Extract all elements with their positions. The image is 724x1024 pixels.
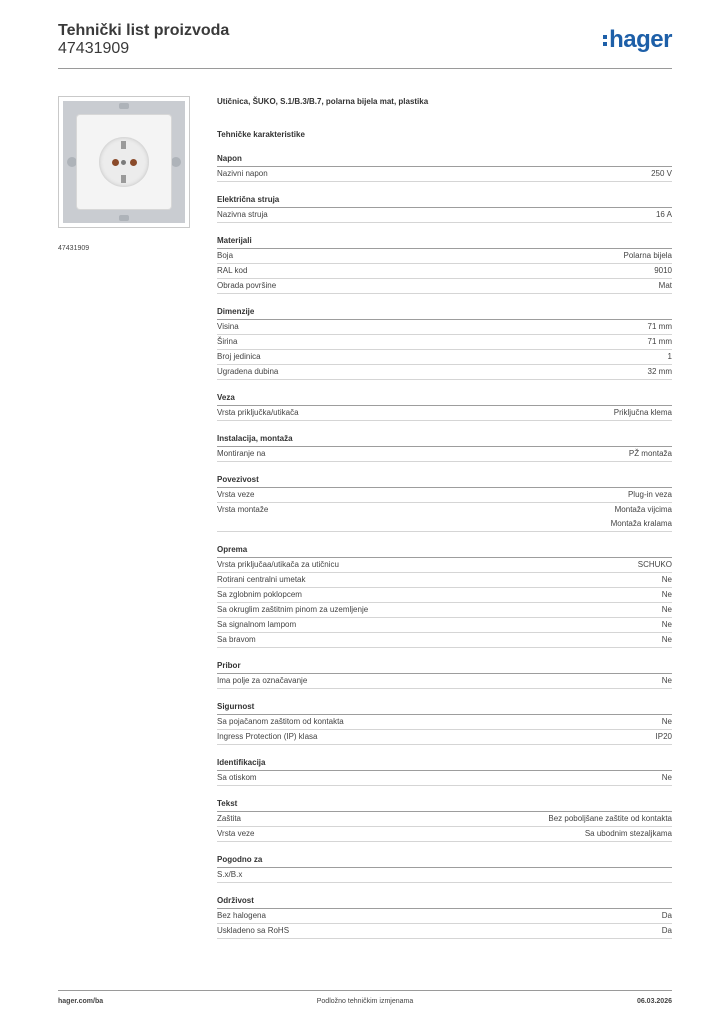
- spec-section: [217, 307, 672, 380]
- spec-value: [548, 812, 672, 826]
- spec-row: [217, 447, 672, 462]
- spec-section: [217, 475, 672, 532]
- earth-contact-icon: [121, 141, 126, 149]
- spec-value: [662, 618, 672, 632]
- spec-label: Visina: [217, 322, 239, 331]
- spec-row: [217, 279, 672, 294]
- spec-label: Sa signalnom lampom: [217, 620, 297, 629]
- spec-label: Nazivni napon: [217, 169, 268, 178]
- spec-value-line: SCHUKO: [637, 560, 672, 569]
- spec-value: [585, 827, 672, 841]
- spec-label: S.x/B.x: [217, 870, 243, 879]
- spec-row: [217, 827, 672, 842]
- hager-logo: [603, 26, 672, 54]
- spec-label: Vrsta veze: [217, 490, 255, 499]
- image-caption: 47431909: [58, 245, 90, 252]
- spec-value-line: 71 mm: [647, 322, 672, 331]
- spec-row: [217, 924, 672, 939]
- spec-row: [217, 264, 672, 279]
- spec-row: [217, 167, 672, 182]
- spec-row: [217, 909, 672, 924]
- spec-label: Broj jedinica: [217, 352, 261, 361]
- spec-row: [217, 350, 672, 365]
- spec-label: Nazivna struja: [217, 210, 268, 219]
- spec-value-line: Montaža vijcima: [614, 505, 672, 514]
- spec-row: [217, 335, 672, 350]
- spec-value: [654, 264, 672, 278]
- spec-row: [217, 812, 672, 827]
- spec-value: [629, 447, 672, 461]
- spec-section: [217, 393, 672, 421]
- logo-wordmark: hager: [609, 26, 672, 53]
- document-title: Tehnički list proizvoda: [58, 22, 230, 39]
- spec-value: [662, 573, 672, 587]
- section-title: Električna struja: [217, 195, 672, 208]
- spec-row: [217, 208, 672, 223]
- spec-row: [217, 674, 672, 689]
- spec-value: [668, 350, 672, 364]
- spec-value: [624, 249, 672, 263]
- spec-value-line: Mat: [658, 281, 672, 290]
- spec-section: [217, 154, 672, 182]
- spec-value: [651, 167, 672, 181]
- section-title: Održivost: [217, 896, 672, 909]
- spec-value: [638, 558, 672, 572]
- page-footer: [58, 998, 672, 1008]
- section-title: Tekst: [217, 799, 672, 812]
- spec-section: [217, 702, 672, 745]
- schuko-socket-icon: [99, 137, 149, 187]
- spec-value-line: Sa ubodnim stezaljkama: [584, 829, 672, 838]
- spec-row: [217, 573, 672, 588]
- logo-dots-icon: [603, 35, 607, 46]
- spec-row: [217, 588, 672, 603]
- spec-content: [217, 97, 672, 952]
- spec-value-line: Ne: [661, 590, 672, 599]
- section-title: Materijali: [217, 236, 672, 249]
- spec-row: [217, 715, 672, 730]
- spec-row: [217, 618, 672, 633]
- section-title: Pogodno za: [217, 855, 672, 868]
- spec-row: [217, 406, 672, 421]
- spec-value-line: 16 A: [655, 210, 672, 219]
- spec-value-line: Ne: [661, 620, 672, 629]
- section-title: Dimenzije: [217, 307, 672, 320]
- characteristics-heading: Tehničke karakteristike: [217, 130, 305, 139]
- socket-frame: [63, 101, 185, 223]
- spec-label: Vrsta priključka/utikača: [217, 408, 299, 417]
- spec-section: [217, 799, 672, 842]
- spec-value-line: 71 mm: [647, 337, 672, 346]
- spec-label: Ingress Protection (IP) klasa: [217, 732, 318, 741]
- product-number: 47431909: [58, 40, 130, 57]
- section-title: Pribor: [217, 661, 672, 674]
- frame-clip-icon: [119, 215, 129, 221]
- header-divider: [58, 68, 672, 69]
- spec-section: [217, 236, 672, 294]
- spec-section: [217, 661, 672, 689]
- spec-row: [217, 868, 672, 883]
- spec-value: [628, 488, 672, 502]
- section-title: Oprema: [217, 545, 672, 558]
- section-title: Veza: [217, 393, 672, 406]
- spec-row: [217, 603, 672, 618]
- spec-row: [217, 730, 672, 745]
- socket-pin-hole-icon: [130, 159, 137, 166]
- spec-value: [662, 633, 672, 647]
- spec-value: [662, 771, 672, 785]
- spec-label: Uskladeno sa RoHS: [217, 926, 290, 935]
- spec-label: Zaštita: [217, 814, 242, 823]
- spec-row: [217, 320, 672, 335]
- spec-label: Obrada površine: [217, 281, 277, 290]
- spec-label: Boja: [217, 251, 234, 260]
- spec-label: Bez halogena: [217, 911, 266, 920]
- section-title: Instalacija, montaža: [217, 434, 672, 447]
- spec-value-line: Ne: [661, 635, 672, 644]
- footer-divider: [58, 990, 672, 991]
- spec-value: [648, 335, 672, 349]
- frame-clip-icon: [119, 103, 129, 109]
- spec-row: [217, 558, 672, 573]
- spec-value-line: Polarna bijela: [623, 251, 672, 260]
- spec-label: Sa okruglim zaštitnim pinom za uzemljenje: [217, 605, 369, 614]
- spec-value-line: 9010: [654, 266, 672, 275]
- spec-value: [662, 715, 672, 729]
- spec-section: [217, 195, 672, 223]
- socket-plate: [77, 115, 171, 209]
- section-title: Povezivost: [217, 475, 672, 488]
- spec-value: [648, 365, 672, 379]
- spec-value: [656, 730, 672, 744]
- spec-label: Rotirani centralni umetak: [217, 575, 306, 584]
- spec-section: [217, 434, 672, 462]
- spec-label: Širina: [217, 337, 238, 346]
- spec-label: Sa otiskom: [217, 773, 257, 782]
- spec-row: [217, 633, 672, 648]
- spec-value-line: Bez poboljšane zaštite od kontakta: [548, 814, 672, 823]
- spec-value-line: Ne: [661, 605, 672, 614]
- spec-label: Vrsta veze: [217, 829, 255, 838]
- footer-website: hager.com/ba: [58, 998, 104, 1005]
- frame-clip-icon: [171, 157, 181, 167]
- spec-value: [648, 320, 672, 334]
- spec-value-line: Ne: [661, 676, 672, 685]
- section-title: Identifikacija: [217, 758, 672, 771]
- spec-value-line: Montaža kralama: [610, 519, 672, 528]
- spec-section: [217, 855, 672, 883]
- spec-value: [662, 909, 672, 923]
- page-header: [58, 22, 672, 68]
- earth-contact-icon: [121, 175, 126, 183]
- spec-row: [217, 249, 672, 264]
- spec-row: [217, 488, 672, 503]
- product-name: Utičnica, ŠUKO, S.1/B.3/B.7, polarna bijela mat, plastika: [217, 97, 429, 106]
- spec-section: [217, 896, 672, 939]
- footer-notice: Podložno tehničkim izmjenama: [316, 998, 414, 1005]
- spec-value: [614, 406, 672, 420]
- spec-value: [611, 503, 672, 531]
- spec-row: [217, 365, 672, 380]
- footer-date: 06.03.2026: [636, 998, 672, 1005]
- spec-label: Sa zglobnim poklopcem: [217, 590, 302, 599]
- socket-pin-hole-icon: [112, 159, 119, 166]
- spec-label: RAL kod: [217, 266, 248, 275]
- product-image: [58, 96, 190, 228]
- spec-value-line: IP20: [655, 732, 672, 741]
- section-title: Sigurnost: [217, 702, 672, 715]
- spec-label: Vrsta montaže: [217, 505, 269, 514]
- spec-value-line: Da: [661, 926, 672, 935]
- spec-value-line: 250 V: [651, 169, 672, 178]
- spec-value: [662, 603, 672, 617]
- spec-label: Vrsta priključaa/utikača za utičnicu: [217, 560, 339, 569]
- spec-label: Montiranje na: [217, 449, 266, 458]
- center-screw-icon: [121, 160, 126, 165]
- spec-section: [217, 545, 672, 648]
- spec-value-line: Da: [661, 911, 672, 920]
- spec-value: [662, 588, 672, 602]
- spec-value-line: PŽ montaža: [628, 449, 672, 458]
- spec-value-line: Ne: [661, 773, 672, 782]
- spec-value: [659, 279, 672, 293]
- spec-value: [656, 208, 672, 222]
- spec-row: [217, 503, 672, 532]
- spec-value-line: 32 mm: [647, 367, 672, 376]
- spec-value-line: Ne: [661, 575, 672, 584]
- spec-value: [662, 924, 672, 938]
- spec-value-line: 1: [667, 352, 672, 361]
- spec-value-line: Ne: [661, 717, 672, 726]
- spec-value-line: Priključna klema: [613, 408, 672, 417]
- spec-label: Ugradena dubina: [217, 367, 279, 376]
- spec-value-line: Plug-in veza: [627, 490, 672, 499]
- spec-row: [217, 771, 672, 786]
- spec-label: Sa bravom: [217, 635, 256, 644]
- spec-value: [662, 674, 672, 688]
- spec-sections: [217, 154, 672, 939]
- spec-section: [217, 758, 672, 786]
- frame-clip-icon: [67, 157, 77, 167]
- spec-label: Sa pojačanom zaštitom od kontakta: [217, 717, 344, 726]
- section-title: Napon: [217, 154, 672, 167]
- spec-label: Ima polje za označavanje: [217, 676, 308, 685]
